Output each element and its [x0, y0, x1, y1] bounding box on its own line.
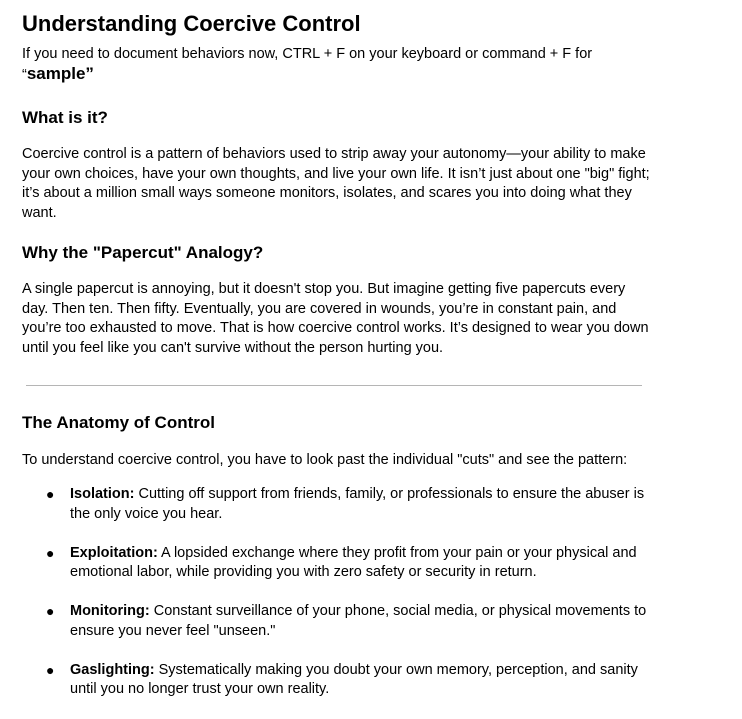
- list-item-text: Cutting off support from friends, family, or professionals to ensure the abuser is the only voice you hear.: [70, 486, 645, 522]
- list-item-term: Isolation:: [70, 486, 135, 502]
- bullet-icon: ●: [46, 661, 55, 678]
- list-item-text: Systematically making you doubt your own memory, perception, and sanity until you no longer trust your own reality.: [70, 661, 638, 697]
- bullet-icon: ●: [46, 544, 55, 561]
- list-item-text: A lopsided exchange where they profit from your pain or your physical and emotional labor, while providing you with zero safety or security in return.: [70, 544, 637, 580]
- paragraph-papercut-analogy: A single papercut is annoying, but it doesn't stop you. But imagine getting five papercuts every day. Then ten. Then fifty. Eventually, you are covered in wounds, you’re in constant pain, and you’re too exhausted to move. That is how coercive control works. It’s designed to wear you down until you feel like you can't survive without the person hurting you.: [22, 281, 649, 356]
- anatomy-bullet-list: [22, 485, 652, 719]
- list-item-term: Exploitation:: [70, 544, 158, 561]
- intro-paragraph: [22, 45, 642, 85]
- list-item-term: Monitoring:: [70, 603, 150, 619]
- paragraph-what-is-it: Coercive control is a pattern of behaviors used to strip away your autonomy—your ability to make your own choices, have your own thoughts, and live your own life. It isn’t just about one "big" fight; it’s about a million small ways someone monitors, isolates, and scares you into doing what they want.: [22, 146, 650, 221]
- intro-search-term: sample”: [26, 64, 94, 83]
- heading-papercut-analogy: Why the "Papercut" Analogy?: [22, 243, 264, 262]
- list-item-text: Constant surveillance of your phone, social media, or physical movements to ensure you never feel "unseen.": [70, 603, 647, 639]
- bullet-icon: ●: [46, 486, 55, 502]
- bullet-icon: ●: [46, 603, 55, 619]
- heading-what-is-it: What is it?: [22, 108, 108, 127]
- intro-text: If you need to document behaviors now, CTRL + F on your keyboard or command + F for “: [22, 46, 593, 83]
- list-item-isolation: [22, 485, 652, 524]
- heading-anatomy-of-control: The Anatomy of Control: [22, 413, 215, 432]
- list-item-term: Gaslighting:: [70, 661, 155, 678]
- document-title: Understanding Coercive Control: [22, 11, 361, 36]
- list-item-monitoring: [22, 602, 652, 641]
- paragraph-anatomy-intro: To understand coercive control, you have to look past the individual "cuts" and see the pattern:: [22, 452, 628, 468]
- list-item-gaslighting: [22, 661, 652, 700]
- list-item-exploitation: [22, 544, 652, 583]
- horizontal-divider: [26, 385, 642, 386]
